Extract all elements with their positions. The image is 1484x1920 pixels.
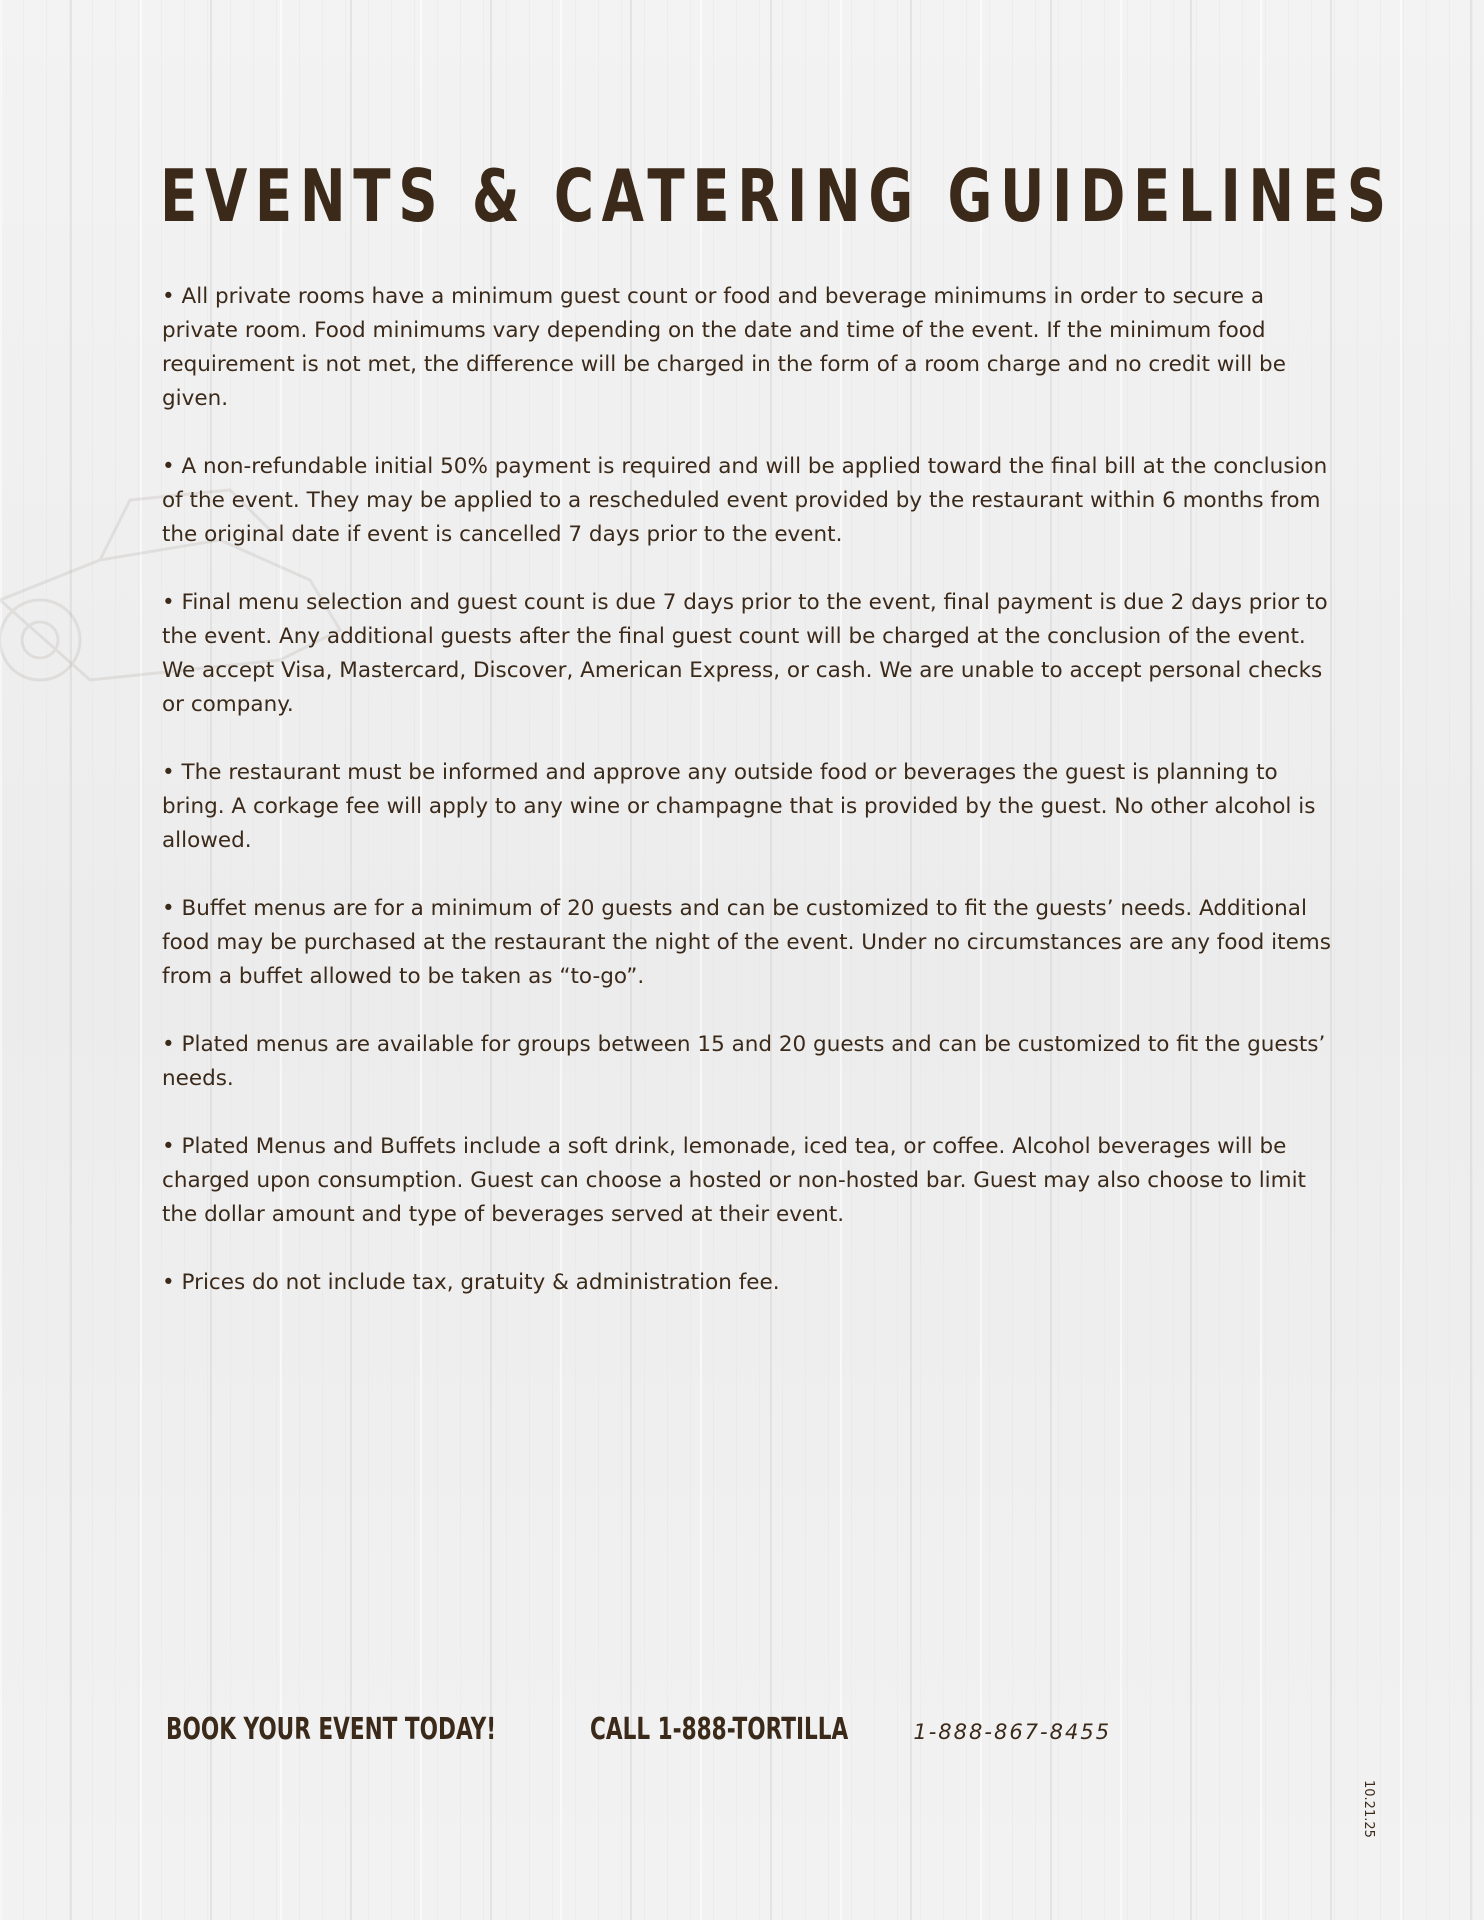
book-event-text: BOOK YOUR EVENT TODAY! — [166, 1712, 497, 1747]
guideline-item: • A non-refundable initial 50% payment is required and will be applied toward the final bill at the conclusion of the event. They may be applied to a rescheduled event provided by the restaurant within 6 months from the original date if event is cancelled 7 days prior to the event. — [162, 454, 1328, 547]
version-date: 10.21.25 — [1361, 1780, 1376, 1838]
guideline-item: • Buffet menus are for a minimum of 20 guests and can be customized to fit the guests’ needs. Additional food may be purchased at the restaurant the night of the event. Under no circumstances are any food items from a buffet allowed to be taken as “to-go”. — [162, 896, 1331, 989]
page-title: EVENTS & CATERING GUIDELINES — [160, 154, 1394, 238]
booking-callout — [166, 1712, 1112, 1747]
guideline-item: • Plated Menus and Buffets include a soft drink, lemonade, iced tea, or coffee. Alcohol beverages will be charged upon consumption. Guest can choose a hosted or non-hosted bar. Guest may also choose to limit the dollar amount and type of beverages served at their event. — [162, 1134, 1306, 1227]
guideline-item: • Plated menus are available for groups between 15 and 20 guests and can be customized to fit the guests’ needs. — [162, 1032, 1326, 1091]
guideline-item: • The restaurant must be informed and approve any outside food or beverages the guest is planning to bring. A corkage fee will apply to any wine or champagne that is provided by the guest. No other alcohol is allowed. — [162, 760, 1316, 853]
call-number-text: CALL 1-888-TORTILLA — [589, 1712, 848, 1747]
guideline-item: • Prices do not include tax, gratuity & administration fee. — [162, 1270, 780, 1295]
guideline-item: • All private rooms have a minimum guest count or food and beverage minimums in order to secure a private room. Food minimums vary depending on the date and time of the event. If the minimum food requirement is not met, the difference will be charged in the form of a room charge and no credit will be given. — [162, 284, 1286, 411]
guidelines-list — [162, 280, 1342, 1334]
phone-number: 1-888-867-8455 — [913, 1720, 1112, 1744]
guideline-item: • Final menu selection and guest count is due 7 days prior to the event, final payment is due 2 days prior to the event. Any additional guests after the final guest count will be charged at the conclusion of the event. We accept Visa, Mastercard, Discover, American Express, or cash. We are unable to accept personal checks or company. — [162, 590, 1328, 717]
